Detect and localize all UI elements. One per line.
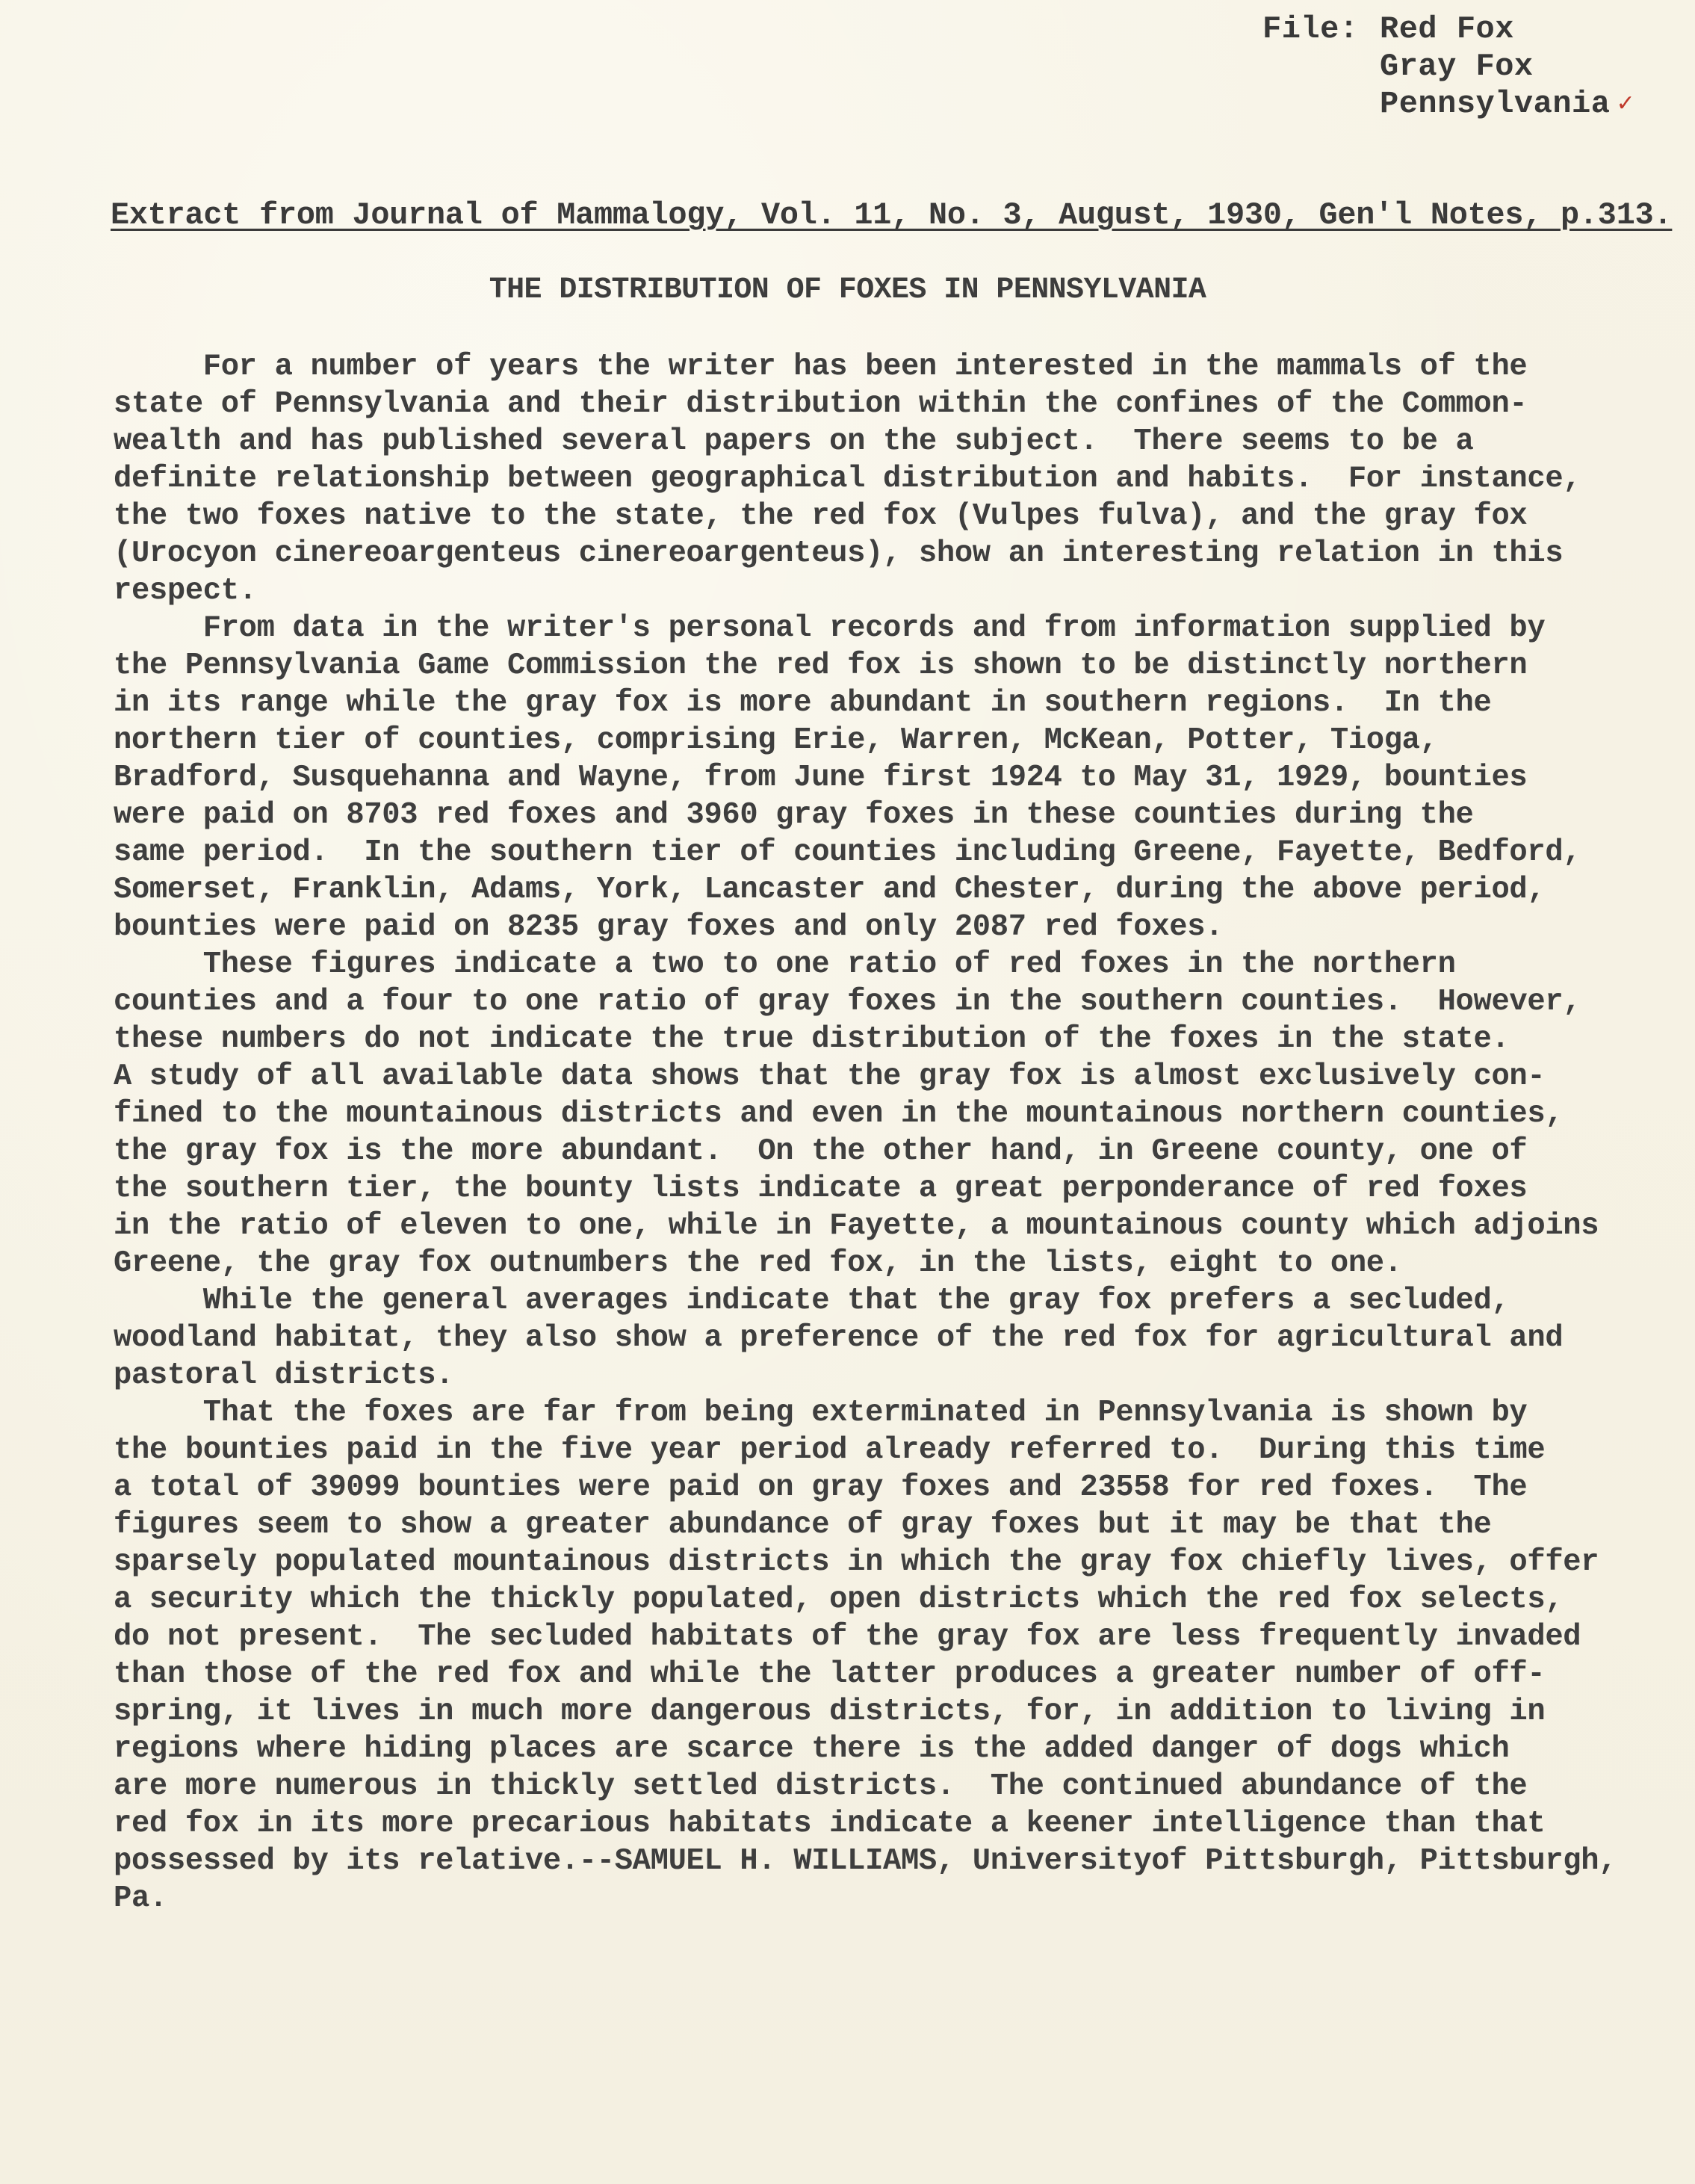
file-entry-gray-fox: Gray Fox	[1380, 49, 1534, 84]
file-row-1	[1262, 10, 1635, 48]
text-line: While the general averages indicate that the gray fox prefers a secluded,	[114, 1284, 1510, 1318]
text-line: fined to the mountainous districts and even in the mountainous northern counties,	[114, 1097, 1564, 1131]
text-line: possessed by its relative.--SAMUEL H. WILLIAMS, Universityof Pittsburgh, Pittsburgh,	[114, 1844, 1617, 1878]
text-line: Somerset, Franklin, Adams, York, Lancaster and Chester, during the above period,	[114, 873, 1546, 907]
text-line: a security which the thickly populated, open districts which the red fox selects,	[114, 1583, 1564, 1617]
text-line: regions where hiding places are scarce there is the added danger of dogs which	[114, 1732, 1510, 1766]
file-row-3	[1262, 85, 1635, 123]
file-entry-red-fox: Red Fox	[1380, 11, 1514, 47]
text-line: These figures indicate a two to one ratio of red foxes in the northern	[114, 947, 1456, 982]
text-line: were paid on 8703 red foxes and 3960 gray foxes in these counties during the	[114, 798, 1474, 832]
text-line: bounties were paid on 8235 gray foxes and only 2087 red foxes.	[114, 910, 1224, 944]
text-line: spring, it lives in much more dangerous districts, for, in addition to living in	[114, 1695, 1546, 1729]
file-row-2	[1262, 48, 1635, 85]
text-line: That the foxes are far from being exterminated in Pennsylvania is shown by	[114, 1396, 1528, 1430]
text-line: northern tier of counties, comprising Erie, Warren, McKean, Potter, Tioga,	[114, 723, 1438, 758]
text-line: pastoral districts.	[114, 1358, 454, 1393]
text-line: A study of all available data shows that the gray fox is almost exclusively con-	[114, 1059, 1546, 1094]
file-key: File:	[1262, 11, 1359, 47]
text-line: in its range while the gray fox is more abundant in southern regions. In the	[114, 686, 1492, 720]
text-line: For a number of years the writer has been interested in the mammals of the	[114, 350, 1528, 384]
source-citation: Extract from Journal of Mammalogy, Vol. 11, No. 3, August, 1930, Gen'l Notes, p.313.	[111, 197, 1673, 233]
text-line: the Pennsylvania Game Commission the red fox is shown to be distinctly northern	[114, 649, 1528, 683]
body-text	[114, 348, 1675, 1917]
text-line: Pa.	[114, 1881, 167, 1916]
text-line: the two foxes native to the state, the red fox (Vulpes fulva), and the gray fox	[114, 499, 1528, 533]
text-line: red fox in its more precarious habitats indicate a keener intelligence than that	[114, 1807, 1546, 1841]
text-line: are more numerous in thickly settled districts. The continued abundance of the	[114, 1769, 1528, 1804]
text-line: same period. In the southern tier of counties including Greene, Fayette, Bedford,	[114, 835, 1581, 870]
text-line: a total of 39099 bounties were paid on gray foxes and 23558 for red foxes. The	[114, 1470, 1528, 1505]
text-line: respect.	[114, 574, 257, 608]
text-line: definite relationship between geographical distribution and habits. For instance,	[114, 462, 1581, 496]
text-line: do not present. The secluded habitats of the gray fox are less frequently invaded	[114, 1620, 1581, 1654]
text-line: the gray fox is the more abundant. On the other hand, in Greene county, one of	[114, 1134, 1528, 1169]
text-line: counties and a four to one ratio of gray foxes in the southern counties. However,	[114, 985, 1581, 1019]
text-line: From data in the writer's personal records and from information supplied by	[114, 611, 1546, 646]
text-line: the southern tier, the bounty lists indicate a great perponderance of red foxes	[114, 1172, 1528, 1206]
file-entry-pennsylvania: Pennsylvania	[1380, 86, 1611, 122]
text-line: Bradford, Susquehanna and Wayne, from June first 1924 to May 31, 1929, bounties	[114, 761, 1528, 795]
text-line: than those of the red fox and while the latter produces a greater number of off-	[114, 1657, 1546, 1692]
text-line: Greene, the gray fox outnumbers the red fox, in the lists, eight to one.	[114, 1246, 1402, 1281]
file-label	[1262, 10, 1635, 123]
text-line: state of Pennsylvania and their distribution within the confines of the Common-	[114, 387, 1528, 421]
text-line: the bounties paid in the five year period already referred to. During this time	[114, 1433, 1546, 1467]
text-line: these numbers do not indicate the true distribution of the foxes in the state.	[114, 1022, 1510, 1057]
text-line: figures seem to show a greater abundance of gray foxes but it may be that the	[114, 1508, 1492, 1542]
text-line: woodland habitat, they also show a preference of the red fox for agricultural and	[114, 1321, 1564, 1355]
text-line: in the ratio of eleven to one, while in Fayette, a mountainous county which adjoins	[114, 1209, 1599, 1243]
text-line: (Urocyon cinereoargenteus cinereoargenteus), show an interesting relation in this	[114, 536, 1564, 571]
text-line: sparsely populated mountainous districts in which the gray fox chiefly lives, offer	[114, 1545, 1599, 1580]
document-title: THE DISTRIBUTION OF FOXES IN PENNSYLVANIA	[489, 273, 1206, 307]
text-line: wealth and has published several papers on the subject. There seems to be a	[114, 424, 1474, 459]
check-mark-icon: ✓	[1616, 90, 1636, 117]
